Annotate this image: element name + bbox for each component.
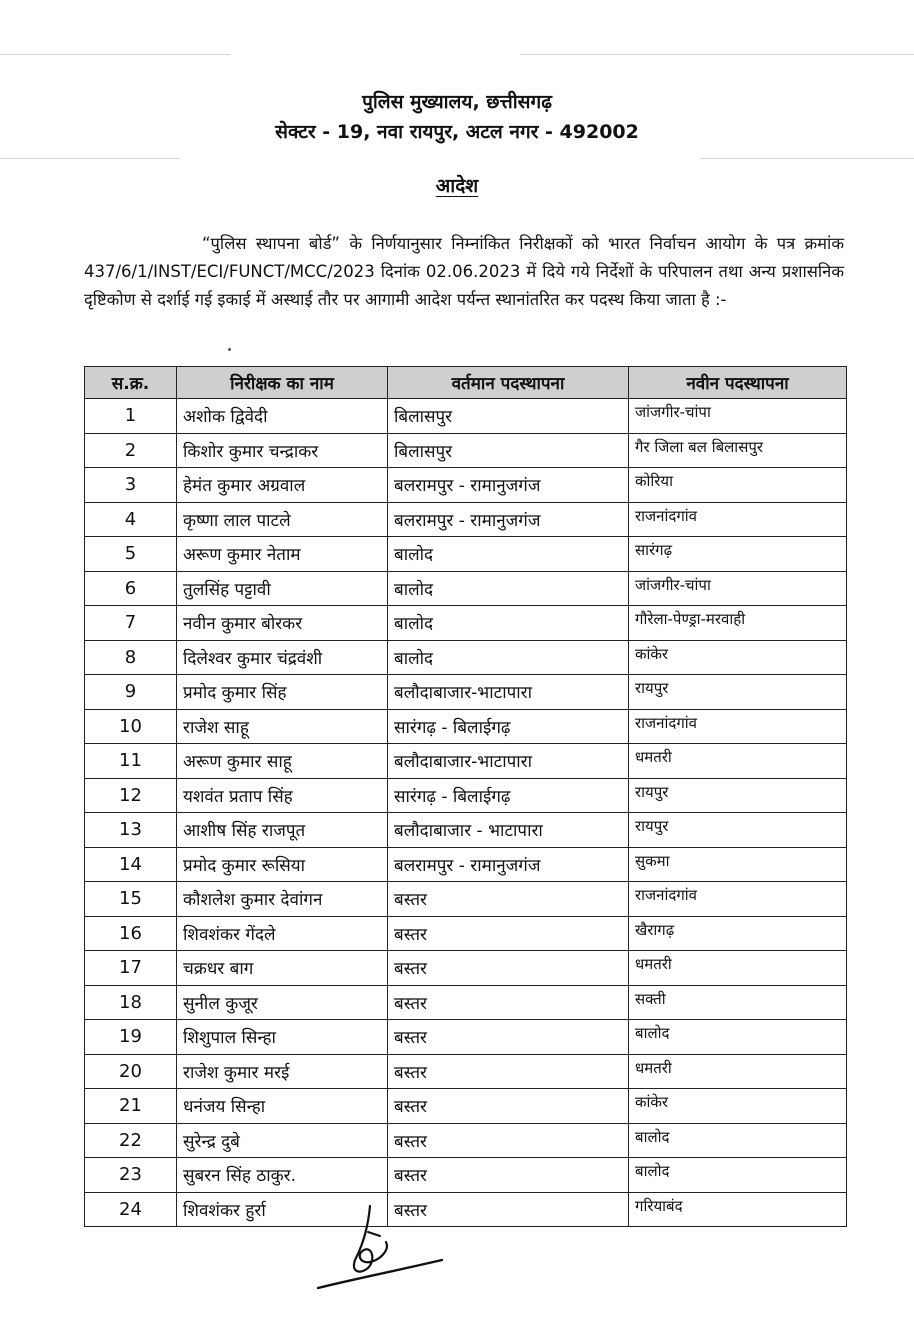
new-posting-cell: बालोद — [629, 1158, 847, 1193]
new-posting-cell: गरियाबंद — [629, 1192, 847, 1227]
current-posting-cell: बिलासपुर — [388, 433, 629, 468]
signature-image — [310, 1198, 450, 1298]
current-posting-cell: बालोद — [388, 640, 629, 675]
scan-artifact — [0, 54, 230, 55]
current-posting-cell: बालोद — [388, 571, 629, 606]
new-posting-cell: जांजगीर-चांपा — [629, 399, 847, 434]
serial-number-cell: 15 — [85, 882, 177, 917]
officer-name-cell: राजेश कुमार मरई — [177, 1054, 388, 1089]
current-posting-cell: बिलासपुर — [388, 399, 629, 434]
officer-name-cell: प्रमोद कुमार रूसिया — [177, 847, 388, 882]
serial-number-cell: 14 — [85, 847, 177, 882]
scan-artifact — [700, 158, 914, 159]
new-posting-cell: राजनांदगांव — [629, 882, 847, 917]
table-row — [85, 744, 847, 779]
current-posting-cell: बस्तर — [388, 1089, 629, 1124]
current-posting-cell: बस्तर — [388, 1123, 629, 1158]
current-posting-cell: बलरामपुर - रामानुजगंज — [388, 468, 629, 503]
officer-name-cell: कौशलेश कुमार देवांगन — [177, 882, 388, 917]
new-posting-cell: राजनांदगांव — [629, 502, 847, 537]
table-row — [85, 709, 847, 744]
serial-number-cell: 1 — [85, 399, 177, 434]
serial-number-cell: 11 — [85, 744, 177, 779]
table-row — [85, 951, 847, 986]
officer-name-cell: अशोक द्विवेदी — [177, 399, 388, 434]
serial-number-cell: 23 — [85, 1158, 177, 1193]
serial-number-cell: 4 — [85, 502, 177, 537]
current-posting-cell: बालोद — [388, 537, 629, 572]
officer-name-cell: सुनील कुजूर — [177, 985, 388, 1020]
officer-name-cell: सुरेन्द्र दुबे — [177, 1123, 388, 1158]
table-row — [85, 778, 847, 813]
officer-name-cell: किशोर कुमार चन्द्राकर — [177, 433, 388, 468]
current-posting-cell: बस्तर — [388, 916, 629, 951]
new-posting-cell: सुकमा — [629, 847, 847, 882]
scan-artifact — [0, 158, 180, 159]
new-posting-cell: बालोद — [629, 1123, 847, 1158]
table-row — [85, 1158, 847, 1193]
header-officer-name: निरीक्षक का नाम — [177, 367, 388, 399]
table-row — [85, 399, 847, 434]
new-posting-cell: रायपुर — [629, 778, 847, 813]
current-posting-cell: सारंगढ़ - बिलाईगढ़ — [388, 709, 629, 744]
table-row — [85, 916, 847, 951]
serial-number-cell: 2 — [85, 433, 177, 468]
new-posting-cell: कोरिया — [629, 468, 847, 503]
table-row — [85, 882, 847, 917]
office-address: सेक्टर - 19, नवा रायपुर, अटल नगर - 492002 — [275, 121, 639, 143]
table-row — [85, 985, 847, 1020]
table-body — [85, 399, 847, 1227]
office-name: पुलिस मुख्यालय, छत्तीसगढ़ — [362, 91, 552, 113]
current-posting-cell: बस्तर — [388, 951, 629, 986]
serial-number-cell: 20 — [85, 1054, 177, 1089]
officer-name-cell: दिलेश्वर कुमार चंद्रवंशी — [177, 640, 388, 675]
officer-name-cell: हेमंत कुमार अग्रवाल — [177, 468, 388, 503]
order-title-text: आदेश — [435, 175, 479, 197]
current-posting-cell: बलौदाबाजार - भाटापारा — [388, 813, 629, 848]
new-posting-cell: खैरागढ़ — [629, 916, 847, 951]
order-title — [0, 172, 914, 198]
current-posting-cell: बस्तर — [388, 1192, 629, 1227]
table-row — [85, 847, 847, 882]
current-posting-cell: बलौदाबाजार-भाटापारा — [388, 675, 629, 710]
officer-name-cell: राजेश साहू — [177, 709, 388, 744]
transfer-table — [84, 366, 847, 1227]
current-posting-cell: बस्तर — [388, 1158, 629, 1193]
new-posting-cell: जांजगीर-चांपा — [629, 571, 847, 606]
current-posting-cell: बलरामपुर - रामानुजगंज — [388, 502, 629, 537]
new-posting-cell: सक्ती — [629, 985, 847, 1020]
new-posting-cell: रायपुर — [629, 675, 847, 710]
new-posting-cell: सारंगढ़ — [629, 537, 847, 572]
serial-number-cell: 19 — [85, 1020, 177, 1055]
new-posting-cell: गौरेला-पेण्ड्रा-मरवाही — [629, 606, 847, 641]
new-posting-cell: राजनांदगांव — [629, 709, 847, 744]
officer-name-cell: चक्रधर बाग — [177, 951, 388, 986]
new-posting-cell: धमतरी — [629, 744, 847, 779]
table-row — [85, 1020, 847, 1055]
serial-number-cell: 13 — [85, 813, 177, 848]
table-row — [85, 1089, 847, 1124]
scan-speck — [228, 348, 231, 351]
new-posting-cell: कांकेर — [629, 640, 847, 675]
header-new-posting: नवीन पदस्थापना — [629, 367, 847, 399]
serial-number-cell: 24 — [85, 1192, 177, 1227]
serial-number-cell: 12 — [85, 778, 177, 813]
officer-name-cell: अरूण कुमार साहू — [177, 744, 388, 779]
officer-name-cell: तुलसिंह पट्टावी — [177, 571, 388, 606]
officer-name-cell: यशवंत प्रताप सिंह — [177, 778, 388, 813]
table-row — [85, 813, 847, 848]
table-row — [85, 468, 847, 503]
serial-number-cell: 3 — [85, 468, 177, 503]
current-posting-cell: बालोद — [388, 606, 629, 641]
table-row — [85, 1054, 847, 1089]
officer-name-cell: प्रमोद कुमार सिंह — [177, 675, 388, 710]
officer-name-cell: कृष्णा लाल पाटले — [177, 502, 388, 537]
table-row — [85, 433, 847, 468]
new-posting-cell: धमतरी — [629, 951, 847, 986]
table-row — [85, 1123, 847, 1158]
officer-name-cell: आशीष सिंह राजपूत — [177, 813, 388, 848]
serial-number-cell: 7 — [85, 606, 177, 641]
current-posting-cell: बलरामपुर - रामानुजगंज — [388, 847, 629, 882]
serial-number-cell: 8 — [85, 640, 177, 675]
table-row — [85, 571, 847, 606]
table-header-row — [85, 367, 847, 399]
scan-artifact — [520, 54, 914, 55]
new-posting-cell: गैर जिला बल बिलासपुर — [629, 433, 847, 468]
table-row — [85, 675, 847, 710]
officer-name-cell: शिशुपाल सिन्हा — [177, 1020, 388, 1055]
serial-number-cell: 6 — [85, 571, 177, 606]
officer-name-cell: शिवशंकर गेंदले — [177, 916, 388, 951]
current-posting-cell: बलौदाबाजार-भाटापारा — [388, 744, 629, 779]
officer-name-cell: नवीन कुमार बोरकर — [177, 606, 388, 641]
officer-name-cell: धनंजय सिन्हा — [177, 1089, 388, 1124]
order-body-paragraph: “पुलिस स्थापना बोर्ड” के निर्णयानुसार निम्नांकित निरीक्षकों को भारत निर्वाचन आयोग के पत्र क्रमांक 437/6/1/INST/ECI/FUNCT/MCC/2023 दिनांक 02.06.2023 में दिये गये निर्देशों के परिपालन तथा अन्य प्रशासनिक दृष्टिकोण से दर्शाई गई इकाई में अस्थाई तौर पर आगामी आदेश पर्यन्त स्थानांतरित कर पदस्थ किया जाता है :- — [84, 234, 844, 309]
officer-name-cell: अरूण कुमार नेताम — [177, 537, 388, 572]
serial-number-cell: 16 — [85, 916, 177, 951]
table-row — [85, 537, 847, 572]
current-posting-cell: बस्तर — [388, 1054, 629, 1089]
serial-number-cell: 10 — [85, 709, 177, 744]
table-row — [85, 1192, 847, 1227]
serial-number-cell: 9 — [85, 675, 177, 710]
new-posting-cell: कांकेर — [629, 1089, 847, 1124]
serial-number-cell: 5 — [85, 537, 177, 572]
officer-name-cell: शिवशंकर हुर्रा — [177, 1192, 388, 1227]
new-posting-cell: धमतरी — [629, 1054, 847, 1089]
current-posting-cell: बस्तर — [388, 882, 629, 917]
serial-number-cell: 18 — [85, 985, 177, 1020]
current-posting-cell: सारंगढ़ - बिलाईगढ़ — [388, 778, 629, 813]
serial-number-cell: 21 — [85, 1089, 177, 1124]
current-posting-cell: बस्तर — [388, 1020, 629, 1055]
officer-name-cell: सुबरन सिंह ठाकुर. — [177, 1158, 388, 1193]
header-serial: स.क्र. — [85, 367, 177, 399]
serial-number-cell: 17 — [85, 951, 177, 986]
serial-number-cell: 22 — [85, 1123, 177, 1158]
table-row — [85, 502, 847, 537]
new-posting-cell: बालोद — [629, 1020, 847, 1055]
current-posting-cell: बस्तर — [388, 985, 629, 1020]
table-row — [85, 606, 847, 641]
table-row — [85, 640, 847, 675]
new-posting-cell: रायपुर — [629, 813, 847, 848]
header-current-posting: वर्तमान पदस्थापना — [388, 367, 629, 399]
